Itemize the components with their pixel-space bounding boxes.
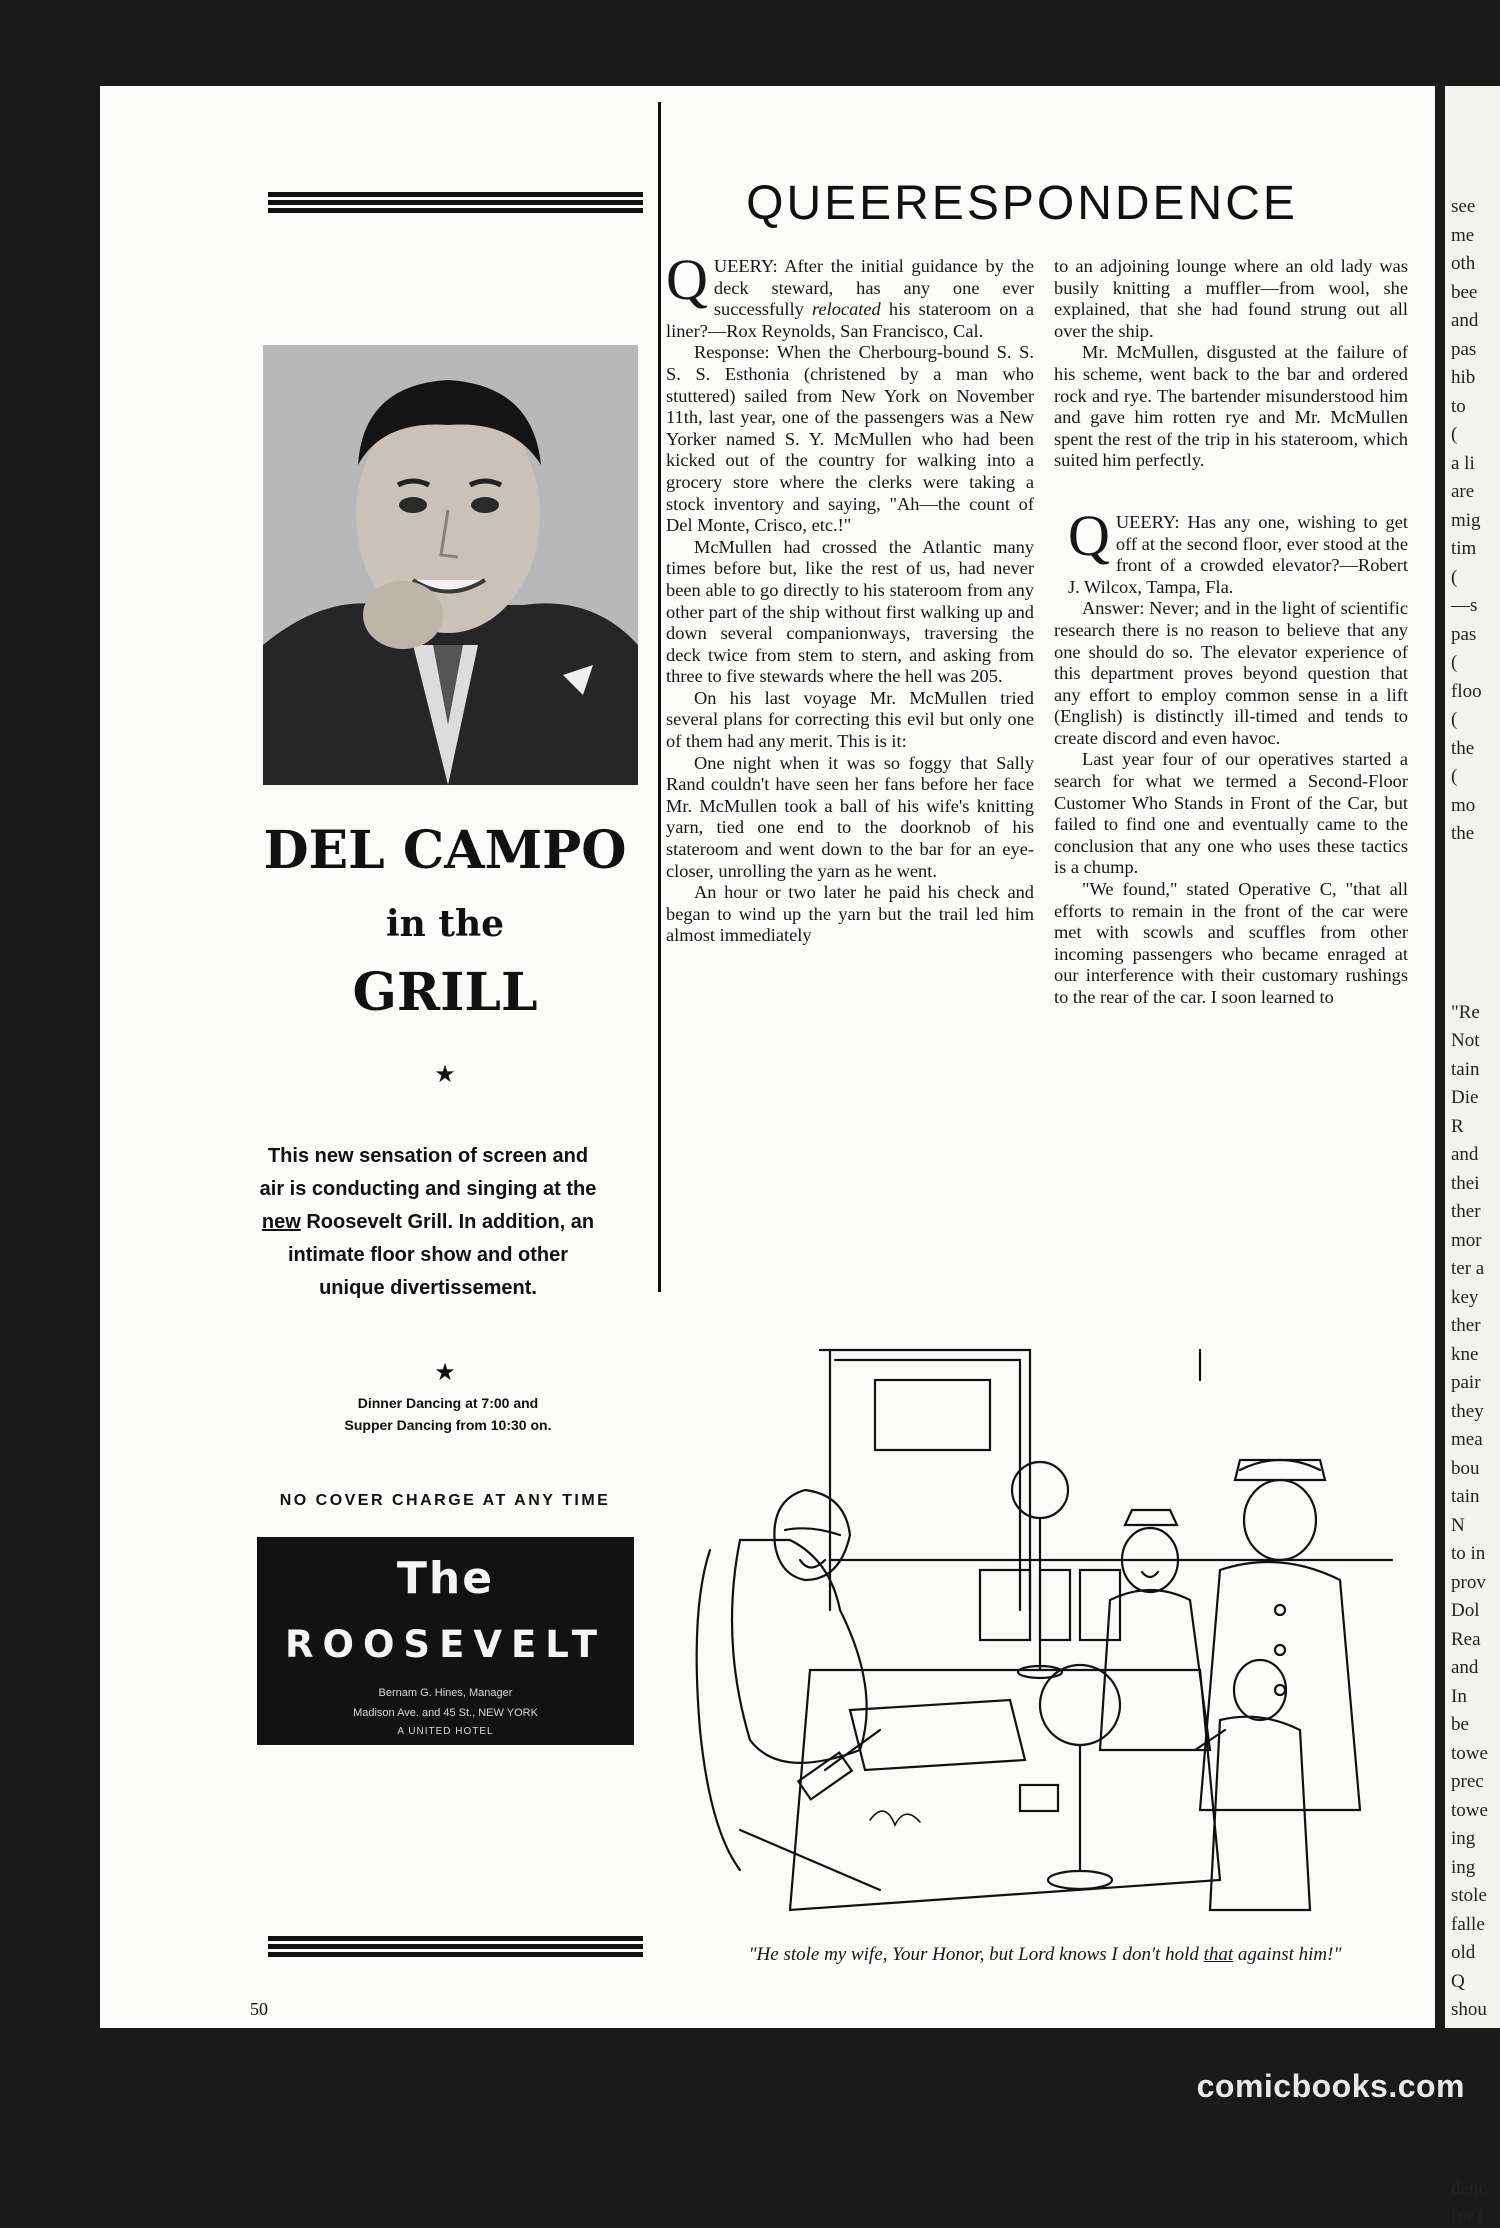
facing-page-text: Rea (1451, 1628, 1481, 1650)
facing-page-text: ing (1451, 1856, 1476, 1878)
paragraph: Mr. McMullen, disgusted at the failure of his scheme, went back to the bar and ordered rock and rye. The bartender misunderstood him and gave him rotten rye and Mr. McMullen spent the rest of the trip in his stateroom, which suited him perfectly. (1054, 342, 1408, 471)
facing-page-text: to (1451, 395, 1466, 417)
facing-page-text: kne (1451, 1343, 1479, 1365)
facing-page-text: ( (1451, 709, 1458, 730)
paragraph: An hour or two later he paid his check and began to wind up the yarn but the trail led him almost immediately (666, 882, 1034, 946)
facing-page-text: me (1451, 224, 1475, 246)
facing-page-text: ( (1451, 566, 1458, 588)
facing-page-text: pas (1451, 623, 1477, 645)
facing-page-text: tim (1451, 538, 1477, 559)
column-divider (658, 102, 661, 1292)
star-icon: ★ (434, 1360, 456, 1386)
logo-chain: A UNITED HOTEL (397, 1726, 494, 1737)
roosevelt-logo (257, 1537, 634, 1745)
facing-page-text: floo (1451, 680, 1482, 702)
facing-page-text: R (1451, 1115, 1464, 1137)
facing-page-text: a li (1451, 452, 1475, 474)
facing-page-text: ( (1451, 652, 1458, 673)
paragraph: "We found," stated Operative C, "that all efforts to remain in the front of the car were met with scowls and scuffles from other incoming passengers who became enraged at our interference with their customary rushings to the rear of the car. I soon learned to (1054, 879, 1408, 1007)
facing-page-text: bee (1451, 281, 1478, 303)
facing-page-text: In (1451, 1685, 1467, 1707)
facing-page-text: pair (1451, 1372, 1481, 1393)
del-campo-portrait (263, 345, 638, 785)
facing-page-text: shou (1451, 1999, 1487, 2020)
logo-manager: Bernam G. Hines, Manager (378, 1687, 513, 1699)
facing-page-text: be (1451, 1714, 1469, 1735)
facing-page-text: old (1451, 1942, 1476, 1963)
bottom-rule-left (268, 1936, 643, 1958)
facing-page-text: ther (1451, 1201, 1481, 1222)
facing-page-text: Dol (1451, 1600, 1480, 1621)
paragraph: McMullen had crossed the Atlantic many times before but, like the rest of us, had never been able to go directly to his stateroom from any other part of the ship without first walking up and down several companionways, traversing the deck twice from stem to stern, and asking from three to five stewards where the hell was 205. (666, 536, 1034, 687)
facing-page-text: towe (1451, 1799, 1488, 1821)
facing-page-text: Q (1451, 1970, 1465, 1992)
facing-page-text: stole (1451, 1885, 1487, 1906)
facing-page-text: tain (1451, 1486, 1480, 1507)
paragraph: On his last voyage Mr. McMullen tried several plans for correcting this evil but only one of them had any merit. This is it: (666, 687, 1034, 752)
facing-page-text: tain (1451, 1058, 1480, 1080)
article-column-1 (666, 247, 1034, 1280)
paragraph: Last year four of our operatives started a search for what we termed a Second-Floor Customer Who Stands in Front of the Car, but failed to find one and eventually came to the conclusion that any one who uses these tactics is a chump. (1054, 749, 1408, 878)
ad-body-text: This new sensation of screen and air is conducting and singing at the new Roosevelt Grill. In addition, an intimate floor show and other unique divertissement. (259, 1145, 597, 1299)
facing-page-text: ther (1451, 1315, 1481, 1336)
article-title: QUEERESPONDENCE (746, 177, 1298, 230)
page-number: 50 (250, 1999, 268, 2019)
facing-page-text: mig (1451, 509, 1481, 531)
facing-page-text: Die (1451, 1087, 1479, 1108)
facing-page-text: and (1451, 1144, 1479, 1165)
facing-page-text: bou (1451, 1457, 1480, 1479)
courtroom-cartoon (680, 1310, 1392, 1930)
facing-page-text: to in (1451, 1543, 1486, 1564)
ad-headline-in-the: in the (385, 903, 505, 945)
facing-page-text: for t (1451, 2206, 1484, 2227)
facing-page-text: —s (1451, 595, 1478, 616)
facing-page-text: ( (1451, 766, 1458, 787)
query-2: QUEERY: Has any one, wishing to get off at the second floor, ever stood at the front of a crowded elevator?—Robert J. Wilcox, Tampa, Fla. (1068, 502, 1408, 597)
logo-address: Madison Ave. and 45 St., NEW YORK (353, 1707, 538, 1719)
ad-headline-grill: GRILL (352, 962, 538, 1023)
facing-page-text: denc (1451, 2177, 1487, 2199)
facing-page-text: hib (1451, 367, 1476, 388)
facing-page-text: Not (1451, 1030, 1480, 1051)
ad-headline-name: DEL CAMPO (263, 820, 627, 881)
facing-page-text: the (1451, 737, 1475, 759)
facing-page-text: prec (1451, 1771, 1484, 1792)
star-icon: ★ (434, 1062, 456, 1088)
facing-page-text: and (1451, 310, 1479, 331)
facing-page-text: falle (1451, 1913, 1485, 1935)
facing-page-text: ter a (1451, 1258, 1485, 1279)
facing-page-text: mea (1451, 1429, 1483, 1450)
query-1: QUEERY: After the initial guidance by the deck steward, has any one ever successfully relocated his stateroom on a liner?—Rox Reynolds, San Francisco, Cal. (666, 247, 1034, 341)
facing-page-text: "Re (1451, 1001, 1480, 1023)
facing-page-text: ( (1451, 424, 1458, 445)
facing-page-text: mo (1451, 794, 1476, 816)
facing-page-text: ing (1451, 1828, 1476, 1849)
logo-the: The (396, 1553, 495, 1604)
facing-page-text: the (1451, 823, 1475, 844)
article-column-2 (1054, 256, 1408, 1280)
paragraph: Response: When the Cherbourg-bound S. S. S. S. Esthonia (christened by a man who stuttered) sailed from New York on November 11th, last year, one of the passengers was a New Yorker named S. Y. McMullen who had been kicked out of the country for walking into a grocery store where the clerks were taking a stock inventory and saying, "Ah—the count of Del Monte, Crisco, etc.!" (666, 342, 1034, 536)
facing-page-text: see (1451, 196, 1476, 217)
facing-page-text: are (1451, 481, 1475, 502)
facing-page-text: thei (1451, 1172, 1480, 1194)
facing-page-text: key (1451, 1286, 1479, 1308)
paragraph: to an adjoining lounge where an old lady was busily knitting a muffler—from wool, she explained, that she had found strung out all over the ship. (1054, 256, 1408, 341)
facing-page-text: pas (1451, 338, 1477, 360)
facing-page-text: mor (1451, 1229, 1482, 1251)
ad-dancing-times: Dinner Dancing at 7:00 and Supper Dancing from 10:30 on. (344, 1395, 552, 1433)
paragraph: Answer: Never; and in the light of scientific research there is no reason to believe that any one should do so. The elevator experience of this department proves beyond question that any effort to employ common sense in a lift (English) is distinctly ill-timed and tends to create discord and even havoc. (1054, 598, 1408, 748)
ad-cover-charge: NO COVER CHARGE AT ANY TIME (279, 1492, 611, 1509)
facing-page-text: and (1451, 1657, 1479, 1678)
logo-name: ROOSEVELT (285, 1623, 606, 1666)
facing-page-text: they (1451, 1400, 1484, 1422)
facing-page-text: N (1451, 1514, 1465, 1536)
facing-page-text: prov (1451, 1571, 1486, 1593)
facing-page-fragment (1445, 86, 1500, 2227)
cartoon-caption: "He stole my wife, Your Honor, but Lord knows I don't hold that against him!" (748, 1944, 1342, 1965)
top-rule-left (268, 192, 643, 214)
facing-page-text: towe (1451, 1742, 1488, 1764)
facing-page-text: oth (1451, 253, 1476, 274)
watermark: comicbooks.com (1196, 2068, 1465, 2104)
paragraph: One night when it was so foggy that Sally Rand couldn't have seen her fans before her face Mr. McMullen took a ball of his wife's knitting yarn, tied one end to the doorknob of his stateroom and went down to the bar for an eye-closer, unrolling the yarn as he went. (666, 752, 1034, 881)
